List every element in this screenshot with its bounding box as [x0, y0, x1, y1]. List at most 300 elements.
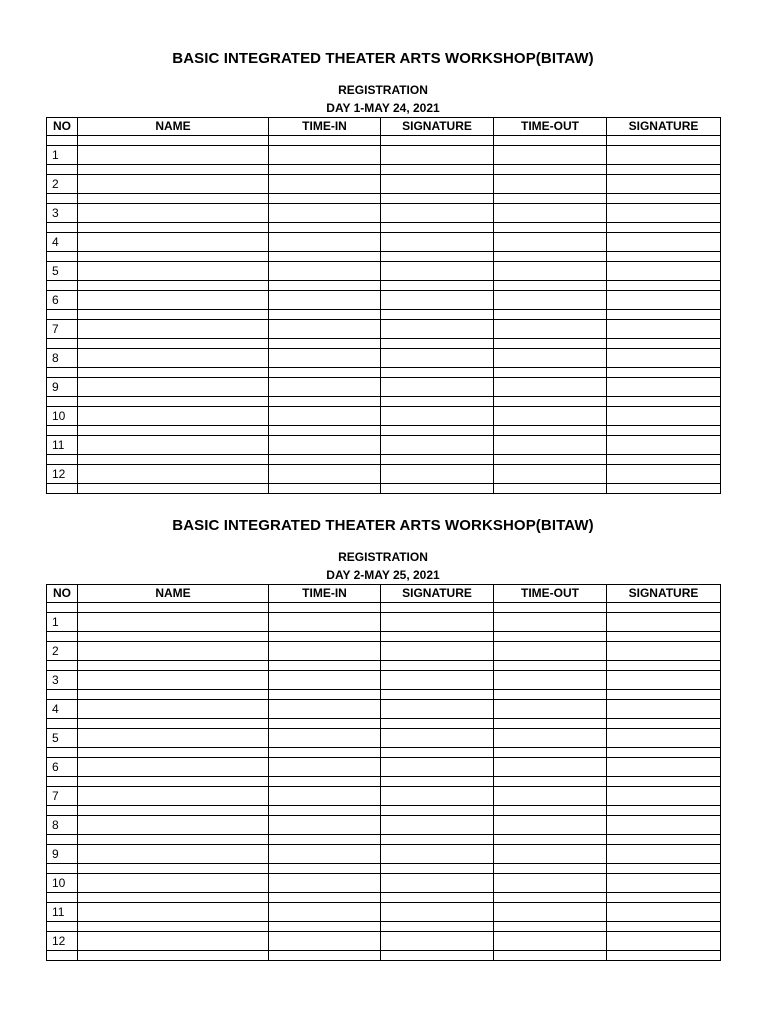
spacer-cell [47, 690, 78, 700]
row-number-cell: 3 [47, 204, 78, 223]
spacer-cell [78, 893, 269, 903]
spacer-cell [381, 252, 494, 262]
spacer-cell [269, 922, 381, 932]
spacer-cell [269, 339, 381, 349]
spacer-cell [494, 455, 607, 465]
spacer-cell [47, 777, 78, 787]
signature-out-cell[interactable] [607, 146, 721, 165]
spacer-cell [494, 777, 607, 787]
spacer-cell [78, 223, 269, 233]
time-out-cell[interactable] [494, 407, 607, 426]
spacer-cell [607, 252, 721, 262]
time-in-cell[interactable] [269, 262, 381, 281]
document-subtitle: REGISTRATION [338, 83, 428, 97]
signature-in-cell[interactable] [381, 932, 494, 951]
name-cell[interactable] [78, 700, 269, 719]
spacer-cell [47, 194, 78, 204]
row-number-cell: 2 [47, 175, 78, 194]
spacer-cell [607, 748, 721, 758]
table-header-row [47, 118, 721, 136]
signature-out-cell[interactable] [607, 903, 721, 922]
spacer-cell [78, 455, 269, 465]
signature-out-cell[interactable] [607, 349, 721, 368]
signature-out-cell[interactable] [607, 175, 721, 194]
spacer-cell [607, 777, 721, 787]
spacer-cell [47, 455, 78, 465]
spacer-cell [494, 690, 607, 700]
column-header-time-out: TIME-OUT [494, 585, 607, 603]
spacer-cell [78, 368, 269, 378]
spacer-cell [269, 690, 381, 700]
name-cell[interactable] [78, 874, 269, 893]
time-in-cell[interactable] [269, 175, 381, 194]
signature-out-cell[interactable] [607, 436, 721, 455]
signature-out-cell[interactable] [607, 787, 721, 806]
spacer-cell [607, 426, 721, 436]
spacer-cell [78, 310, 269, 320]
spacer-cell [494, 165, 607, 175]
spacer-cell [269, 951, 381, 961]
row-number-cell: 7 [47, 787, 78, 806]
time-out-cell[interactable] [494, 874, 607, 893]
row-number-cell: 10 [47, 407, 78, 426]
signature-in-cell[interactable] [381, 349, 494, 368]
table-spacer-row [47, 223, 721, 233]
table-row [47, 903, 721, 922]
signature-out-cell[interactable] [607, 320, 721, 339]
spacer-cell [47, 484, 78, 494]
name-cell[interactable] [78, 932, 269, 951]
spacer-cell [269, 719, 381, 729]
table-spacer-row [47, 252, 721, 262]
spacer-cell [381, 661, 494, 671]
time-out-cell[interactable] [494, 932, 607, 951]
signature-in-cell[interactable] [381, 816, 494, 835]
document-title: BASIC INTEGRATED THEATER ARTS WORKSHOP(BITAW) [172, 517, 594, 534]
spacer-cell [78, 835, 269, 845]
time-in-cell[interactable] [269, 407, 381, 426]
signature-in-cell[interactable] [381, 845, 494, 864]
spacer-cell [47, 603, 78, 613]
spacer-cell [78, 632, 269, 642]
spacer-cell [269, 136, 381, 146]
spacer-cell [269, 455, 381, 465]
spacer-cell [381, 310, 494, 320]
row-number-cell: 3 [47, 671, 78, 690]
time-out-cell[interactable] [494, 204, 607, 223]
spacer-cell [47, 281, 78, 291]
signature-out-cell[interactable] [607, 845, 721, 864]
name-cell[interactable] [78, 320, 269, 339]
spacer-cell [607, 719, 721, 729]
spacer-cell [269, 603, 381, 613]
spacer-cell [381, 136, 494, 146]
time-out-cell[interactable] [494, 642, 607, 661]
table-spacer-row [47, 194, 721, 204]
table-row [47, 436, 721, 455]
name-cell[interactable] [78, 204, 269, 223]
column-header-name: NAME [78, 118, 269, 136]
table-spacer-row [47, 426, 721, 436]
table-row [47, 874, 721, 893]
table-spacer-row [47, 455, 721, 465]
spacer-cell [269, 806, 381, 816]
spacer-cell [47, 368, 78, 378]
row-number-cell: 9 [47, 845, 78, 864]
signature-in-cell[interactable] [381, 787, 494, 806]
signature-in-cell[interactable] [381, 700, 494, 719]
spacer-cell [494, 922, 607, 932]
spacer-cell [78, 252, 269, 262]
table-spacer-row [47, 864, 721, 874]
table-spacer-row [47, 310, 721, 320]
signature-out-cell[interactable] [607, 613, 721, 632]
table-row [47, 320, 721, 339]
time-in-cell[interactable] [269, 320, 381, 339]
time-in-cell[interactable] [269, 291, 381, 310]
spacer-cell [47, 339, 78, 349]
table-row [47, 845, 721, 864]
spacer-cell [78, 806, 269, 816]
signature-in-cell[interactable] [381, 146, 494, 165]
spacer-cell [78, 864, 269, 874]
table-spacer-row [47, 368, 721, 378]
spacer-cell [269, 661, 381, 671]
table-row [47, 407, 721, 426]
table-spacer-row [47, 951, 721, 961]
spacer-cell [78, 690, 269, 700]
row-number-cell: 10 [47, 874, 78, 893]
spacer-cell [381, 368, 494, 378]
registration-table [46, 584, 721, 961]
name-cell[interactable] [78, 378, 269, 397]
time-out-cell[interactable] [494, 262, 607, 281]
table-spacer-row [47, 777, 721, 787]
column-header-no: NO [47, 118, 78, 136]
spacer-cell [78, 922, 269, 932]
table-row [47, 729, 721, 748]
spacer-cell [78, 281, 269, 291]
name-cell[interactable] [78, 729, 269, 748]
spacer-cell [269, 893, 381, 903]
row-number-cell: 4 [47, 700, 78, 719]
spacer-cell [78, 748, 269, 758]
time-in-cell[interactable] [269, 932, 381, 951]
time-out-cell[interactable] [494, 845, 607, 864]
table-row [47, 816, 721, 835]
time-in-cell[interactable] [269, 349, 381, 368]
signature-in-cell[interactable] [381, 903, 494, 922]
column-header-signature-out: SIGNATURE [607, 118, 721, 136]
row-number-cell: 12 [47, 465, 78, 484]
spacer-cell [494, 368, 607, 378]
time-out-cell[interactable] [494, 700, 607, 719]
time-in-cell[interactable] [269, 758, 381, 777]
name-cell[interactable] [78, 291, 269, 310]
spacer-cell [381, 484, 494, 494]
time-in-cell[interactable] [269, 729, 381, 748]
spacer-cell [269, 310, 381, 320]
table-row [47, 233, 721, 252]
signature-in-cell[interactable] [381, 204, 494, 223]
time-out-cell[interactable] [494, 671, 607, 690]
column-header-time-in: TIME-IN [269, 118, 381, 136]
time-in-cell[interactable] [269, 378, 381, 397]
spacer-cell [494, 223, 607, 233]
table-row [47, 291, 721, 310]
spacer-cell [269, 864, 381, 874]
column-header-time-in: TIME-IN [269, 585, 381, 603]
table-row [47, 787, 721, 806]
spacer-cell [607, 864, 721, 874]
table-spacer-row [47, 806, 721, 816]
time-in-cell[interactable] [269, 233, 381, 252]
signature-out-cell[interactable] [607, 378, 721, 397]
time-out-cell[interactable] [494, 436, 607, 455]
signature-out-cell[interactable] [607, 874, 721, 893]
spacer-cell [78, 777, 269, 787]
spacer-cell [78, 661, 269, 671]
signature-out-cell[interactable] [607, 671, 721, 690]
spacer-cell [269, 281, 381, 291]
spacer-cell [494, 194, 607, 204]
time-in-cell[interactable] [269, 465, 381, 484]
name-cell[interactable] [78, 465, 269, 484]
signature-out-cell[interactable] [607, 465, 721, 484]
spacer-cell [269, 777, 381, 787]
spacer-cell [78, 136, 269, 146]
row-number-cell: 6 [47, 758, 78, 777]
registration-sheet-day-1 [46, 50, 720, 494]
table-row [47, 932, 721, 951]
spacer-cell [607, 661, 721, 671]
name-cell[interactable] [78, 671, 269, 690]
name-cell[interactable] [78, 758, 269, 777]
table-row [47, 613, 721, 632]
spacer-cell [607, 835, 721, 845]
spacer-cell [381, 339, 494, 349]
spacer-cell [494, 864, 607, 874]
table-row [47, 262, 721, 281]
signature-out-cell[interactable] [607, 262, 721, 281]
signature-in-cell[interactable] [381, 613, 494, 632]
time-in-cell[interactable] [269, 613, 381, 632]
column-header-time-out: TIME-OUT [494, 118, 607, 136]
spacer-cell [494, 719, 607, 729]
signature-in-cell[interactable] [381, 291, 494, 310]
spacer-cell [269, 426, 381, 436]
time-out-cell[interactable] [494, 320, 607, 339]
spacer-cell [607, 690, 721, 700]
table-spacer-row [47, 719, 721, 729]
spacer-cell [607, 806, 721, 816]
time-out-cell[interactable] [494, 758, 607, 777]
signature-in-cell[interactable] [381, 729, 494, 748]
spacer-cell [78, 484, 269, 494]
spacer-cell [494, 426, 607, 436]
row-number-cell: 11 [47, 436, 78, 455]
signature-in-cell[interactable] [381, 320, 494, 339]
time-out-cell[interactable] [494, 816, 607, 835]
signature-in-cell[interactable] [381, 671, 494, 690]
spacer-cell [381, 777, 494, 787]
name-cell[interactable] [78, 642, 269, 661]
time-out-cell[interactable] [494, 613, 607, 632]
document-subtitle: REGISTRATION [338, 550, 428, 564]
name-cell[interactable] [78, 407, 269, 426]
time-in-cell[interactable] [269, 642, 381, 661]
table-row [47, 465, 721, 484]
spacer-cell [607, 223, 721, 233]
time-in-cell[interactable] [269, 204, 381, 223]
signature-in-cell[interactable] [381, 378, 494, 397]
signature-out-cell[interactable] [607, 729, 721, 748]
time-out-cell[interactable] [494, 378, 607, 397]
signature-in-cell[interactable] [381, 175, 494, 194]
table-spacer-row [47, 165, 721, 175]
spacer-cell [494, 748, 607, 758]
spacer-cell [494, 397, 607, 407]
table-row [47, 146, 721, 165]
time-in-cell[interactable] [269, 874, 381, 893]
signature-out-cell[interactable] [607, 407, 721, 426]
name-cell[interactable] [78, 436, 269, 455]
name-cell[interactable] [78, 233, 269, 252]
spacer-cell [494, 632, 607, 642]
spacer-cell [47, 835, 78, 845]
time-in-cell[interactable] [269, 436, 381, 455]
spacer-cell [78, 339, 269, 349]
spacer-cell [381, 951, 494, 961]
spacer-cell [381, 922, 494, 932]
table-body [47, 136, 721, 494]
spacer-cell [381, 281, 494, 291]
time-out-cell[interactable] [494, 291, 607, 310]
spacer-cell [269, 165, 381, 175]
spacer-cell [494, 893, 607, 903]
row-number-cell: 5 [47, 729, 78, 748]
row-number-cell: 8 [47, 349, 78, 368]
time-out-cell[interactable] [494, 787, 607, 806]
name-cell[interactable] [78, 903, 269, 922]
signature-in-cell[interactable] [381, 874, 494, 893]
spacer-cell [47, 893, 78, 903]
signature-out-cell[interactable] [607, 932, 721, 951]
table-spacer-row [47, 748, 721, 758]
spacer-cell [269, 223, 381, 233]
signature-out-cell[interactable] [607, 233, 721, 252]
signature-in-cell[interactable] [381, 465, 494, 484]
spacer-cell [78, 603, 269, 613]
time-out-cell[interactable] [494, 903, 607, 922]
spacer-cell [494, 339, 607, 349]
signature-out-cell[interactable] [607, 204, 721, 223]
spacer-cell [607, 281, 721, 291]
spacer-cell [494, 806, 607, 816]
spacer-cell [607, 165, 721, 175]
table-spacer-row [47, 397, 721, 407]
name-cell[interactable] [78, 175, 269, 194]
table-body [47, 603, 721, 961]
time-out-cell[interactable] [494, 146, 607, 165]
name-cell[interactable] [78, 816, 269, 835]
name-cell[interactable] [78, 613, 269, 632]
signature-in-cell[interactable] [381, 642, 494, 661]
spacer-cell [269, 194, 381, 204]
document-title: BASIC INTEGRATED THEATER ARTS WORKSHOP(BITAW) [172, 50, 594, 67]
row-number-cell: 9 [47, 378, 78, 397]
spacer-cell [607, 310, 721, 320]
name-cell[interactable] [78, 787, 269, 806]
spacer-cell [607, 484, 721, 494]
time-out-cell[interactable] [494, 175, 607, 194]
row-number-cell: 7 [47, 320, 78, 339]
spacer-cell [78, 397, 269, 407]
time-in-cell[interactable] [269, 671, 381, 690]
spacer-cell [78, 951, 269, 961]
signature-out-cell[interactable] [607, 816, 721, 835]
time-in-cell[interactable] [269, 845, 381, 864]
spacer-cell [269, 397, 381, 407]
spacer-cell [47, 165, 78, 175]
time-out-cell[interactable] [494, 233, 607, 252]
time-in-cell[interactable] [269, 903, 381, 922]
table-spacer-row [47, 893, 721, 903]
signature-in-cell[interactable] [381, 262, 494, 281]
spacer-cell [381, 690, 494, 700]
spacer-cell [494, 281, 607, 291]
signature-in-cell[interactable] [381, 436, 494, 455]
row-number-cell: 8 [47, 816, 78, 835]
spacer-cell [381, 455, 494, 465]
signature-in-cell[interactable] [381, 407, 494, 426]
time-in-cell[interactable] [269, 146, 381, 165]
time-in-cell[interactable] [269, 816, 381, 835]
signature-out-cell[interactable] [607, 642, 721, 661]
registration-sheet-day-2 [46, 517, 720, 961]
signature-out-cell[interactable] [607, 758, 721, 777]
spacer-cell [494, 310, 607, 320]
spacer-cell [494, 603, 607, 613]
time-in-cell[interactable] [269, 787, 381, 806]
row-number-cell: 12 [47, 932, 78, 951]
time-out-cell[interactable] [494, 349, 607, 368]
signature-in-cell[interactable] [381, 758, 494, 777]
name-cell[interactable] [78, 262, 269, 281]
spacer-cell [607, 951, 721, 961]
spacer-cell [494, 661, 607, 671]
signature-out-cell[interactable] [607, 291, 721, 310]
time-out-cell[interactable] [494, 465, 607, 484]
row-number-cell: 6 [47, 291, 78, 310]
spacer-cell [381, 835, 494, 845]
name-cell[interactable] [78, 146, 269, 165]
signature-in-cell[interactable] [381, 233, 494, 252]
table-spacer-row [47, 690, 721, 700]
spacer-cell [78, 719, 269, 729]
spacer-cell [47, 951, 78, 961]
spacer-cell [381, 603, 494, 613]
row-number-cell: 1 [47, 146, 78, 165]
time-in-cell[interactable] [269, 700, 381, 719]
spacer-cell [269, 484, 381, 494]
table-row [47, 378, 721, 397]
signature-out-cell[interactable] [607, 700, 721, 719]
name-cell[interactable] [78, 845, 269, 864]
spacer-cell [47, 252, 78, 262]
time-out-cell[interactable] [494, 729, 607, 748]
name-cell[interactable] [78, 349, 269, 368]
